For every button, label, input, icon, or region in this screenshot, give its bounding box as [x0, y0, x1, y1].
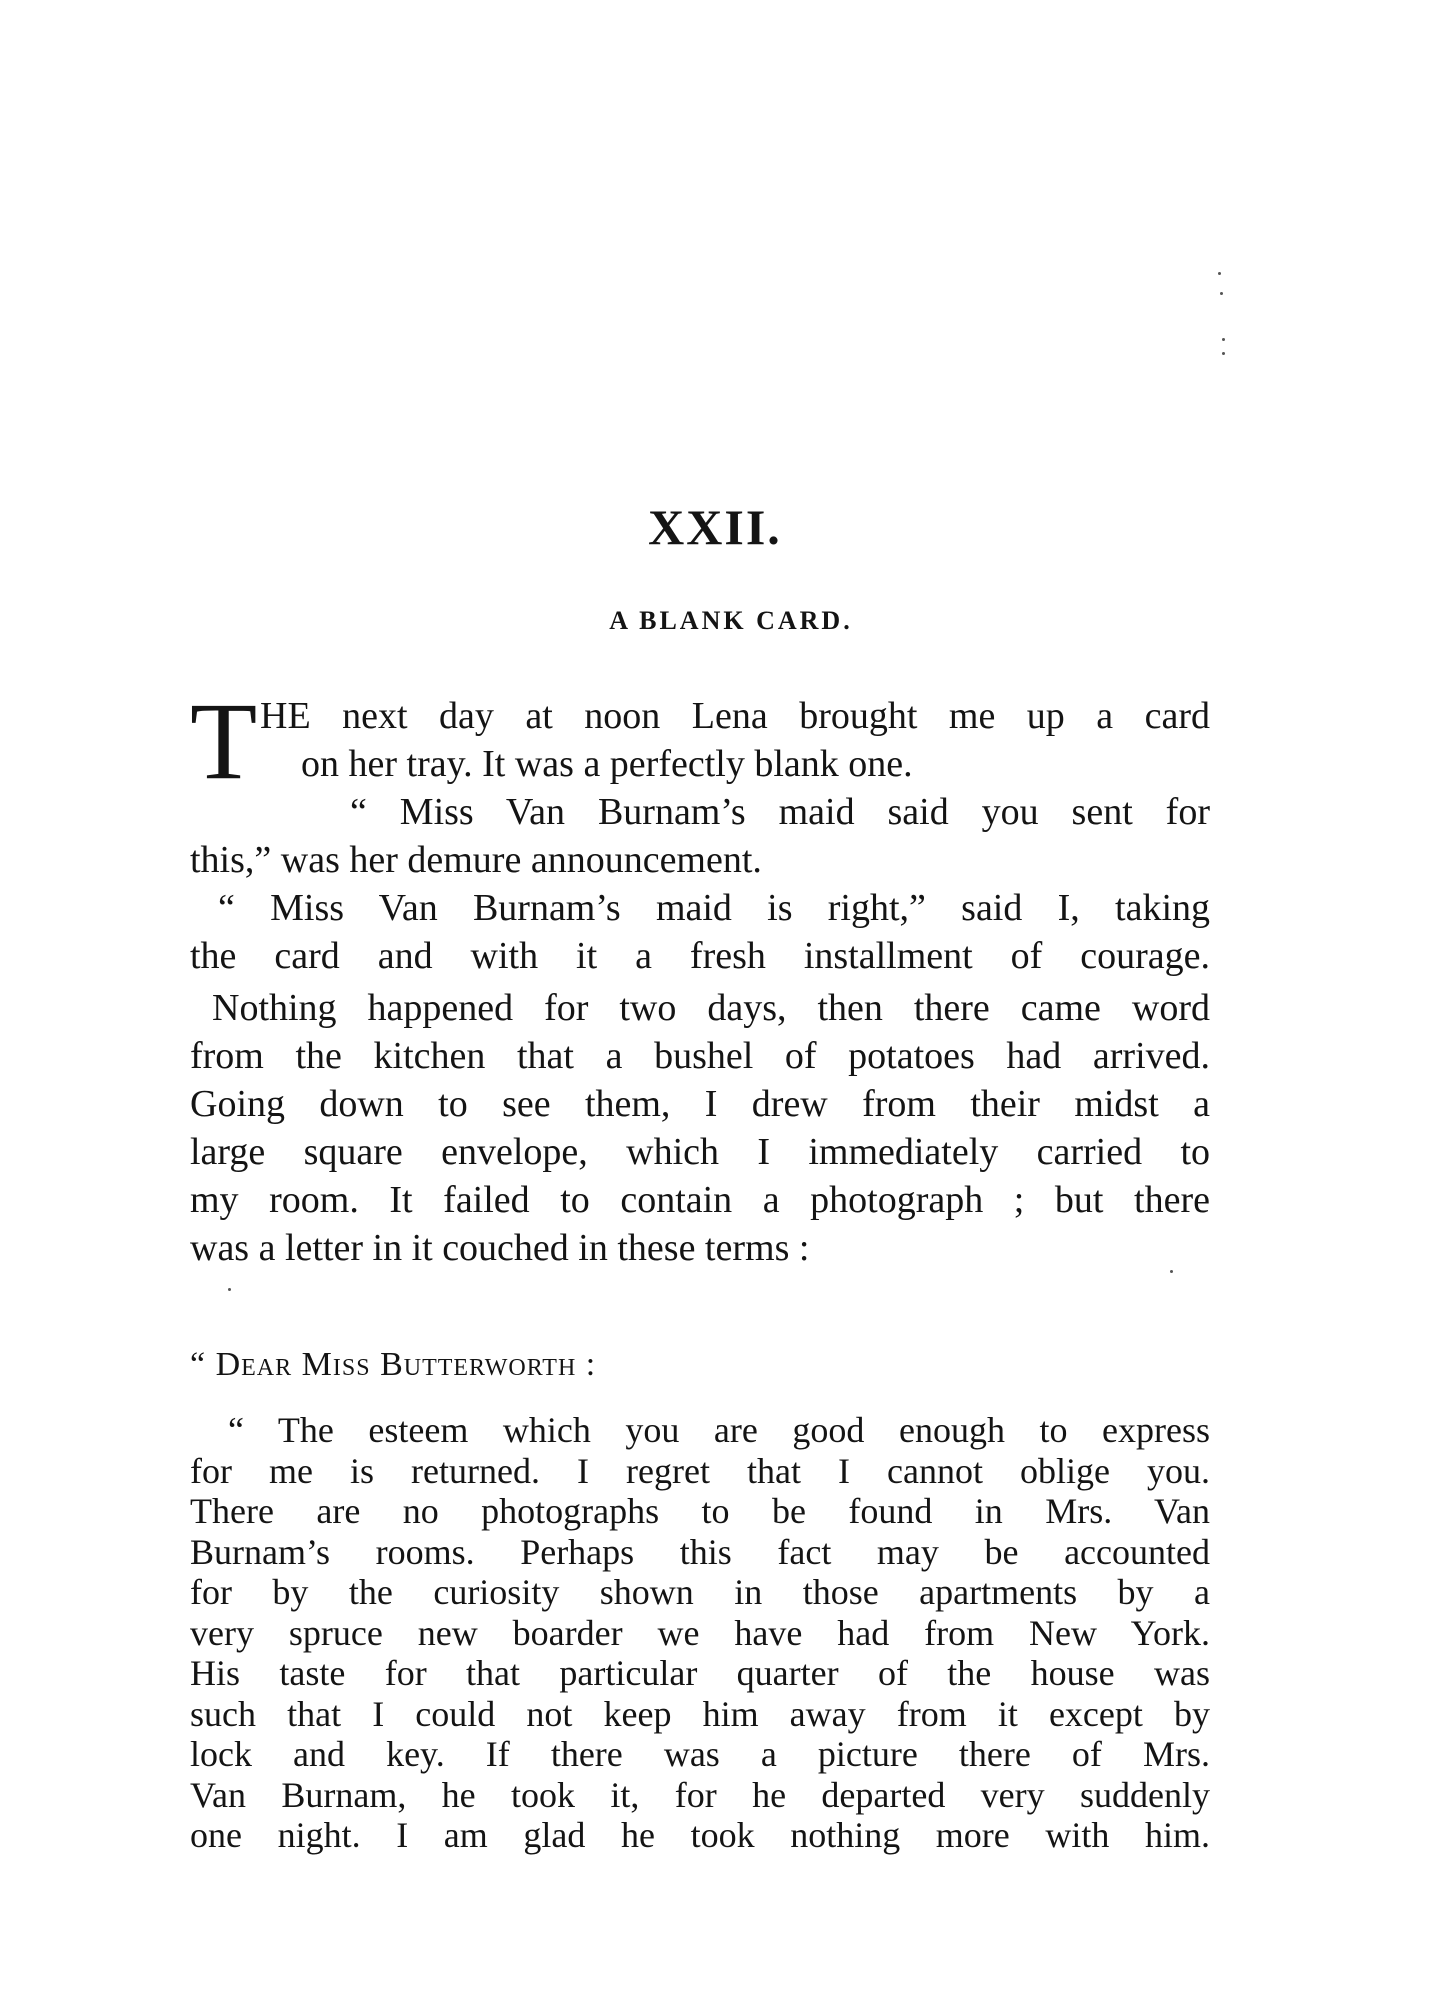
text-line: from the kitchen that a bushel of potatoes had arrived.: [190, 1035, 1210, 1077]
text-line: “ Miss Van Burnam’s maid is right,” said I, taking: [218, 887, 1210, 929]
text-line: this,” was her demure announcement.: [190, 839, 762, 881]
paragraph-reply: [190, 884, 1210, 980]
text-line: was a letter in it couched in these terms :: [190, 1227, 810, 1269]
scan-speck: [1222, 338, 1225, 341]
text-line: His taste for that particular quarter of the house was: [190, 1653, 1210, 1693]
text-line: the card and with it a fresh installment of courage.: [190, 935, 1210, 977]
text-line: lock and key. If there was a picture there of Mrs.: [190, 1734, 1210, 1774]
text-line: for me is returned. I regret that I cannot oblige you.: [190, 1450, 1210, 1491]
text-line: “ The esteem which you are good enough to express: [228, 1410, 1210, 1450]
text-line: Van Burnam, he took it, for he departed very suddenly: [190, 1774, 1210, 1815]
text-line: for by the curiosity shown in those apartments by a: [190, 1572, 1210, 1612]
text-line: very spruce new boarder we have had from New York.: [190, 1612, 1210, 1653]
chapter-number: XXII.: [648, 499, 782, 555]
letter-salutation: “ Dear Miss Butterworth :: [190, 1346, 597, 1383]
text-line: such that I could not keep him away from it except by: [190, 1693, 1210, 1734]
scan-speck: [1170, 1270, 1173, 1273]
text-line: one night. I am glad he took nothing more with him.: [190, 1815, 1210, 1855]
scan-speck: [1218, 272, 1221, 275]
text-line: on her tray. It was a perfectly blank one.: [301, 743, 913, 785]
text-line: Burnam’s rooms. Perhaps this fact may be accounted: [190, 1531, 1210, 1572]
paragraph-narrative: [190, 984, 1210, 1272]
drop-cap: T: [190, 680, 258, 802]
scan-speck: [228, 1288, 231, 1291]
letter-body: [190, 1410, 1210, 1856]
text-line: my room. It failed to contain a photograph ; but there: [190, 1179, 1210, 1221]
text-line: There are no photographs to be found in Mrs. Van: [190, 1491, 1210, 1531]
scan-speck: [1220, 292, 1223, 295]
scan-speck: [1222, 352, 1225, 355]
text-line: “ Miss Van Burnam’s maid said you sent for: [350, 791, 1210, 833]
text-line: Going down to see them, I drew from their midst a: [190, 1083, 1210, 1125]
text-line: large square envelope, which I immediately carried to: [190, 1131, 1210, 1173]
text-line: HE next day at noon Lena brought me up a card: [260, 695, 1210, 737]
chapter-title: A BLANK CARD.: [609, 606, 853, 635]
text-line: Nothing happened for two days, then there came word: [212, 987, 1210, 1029]
